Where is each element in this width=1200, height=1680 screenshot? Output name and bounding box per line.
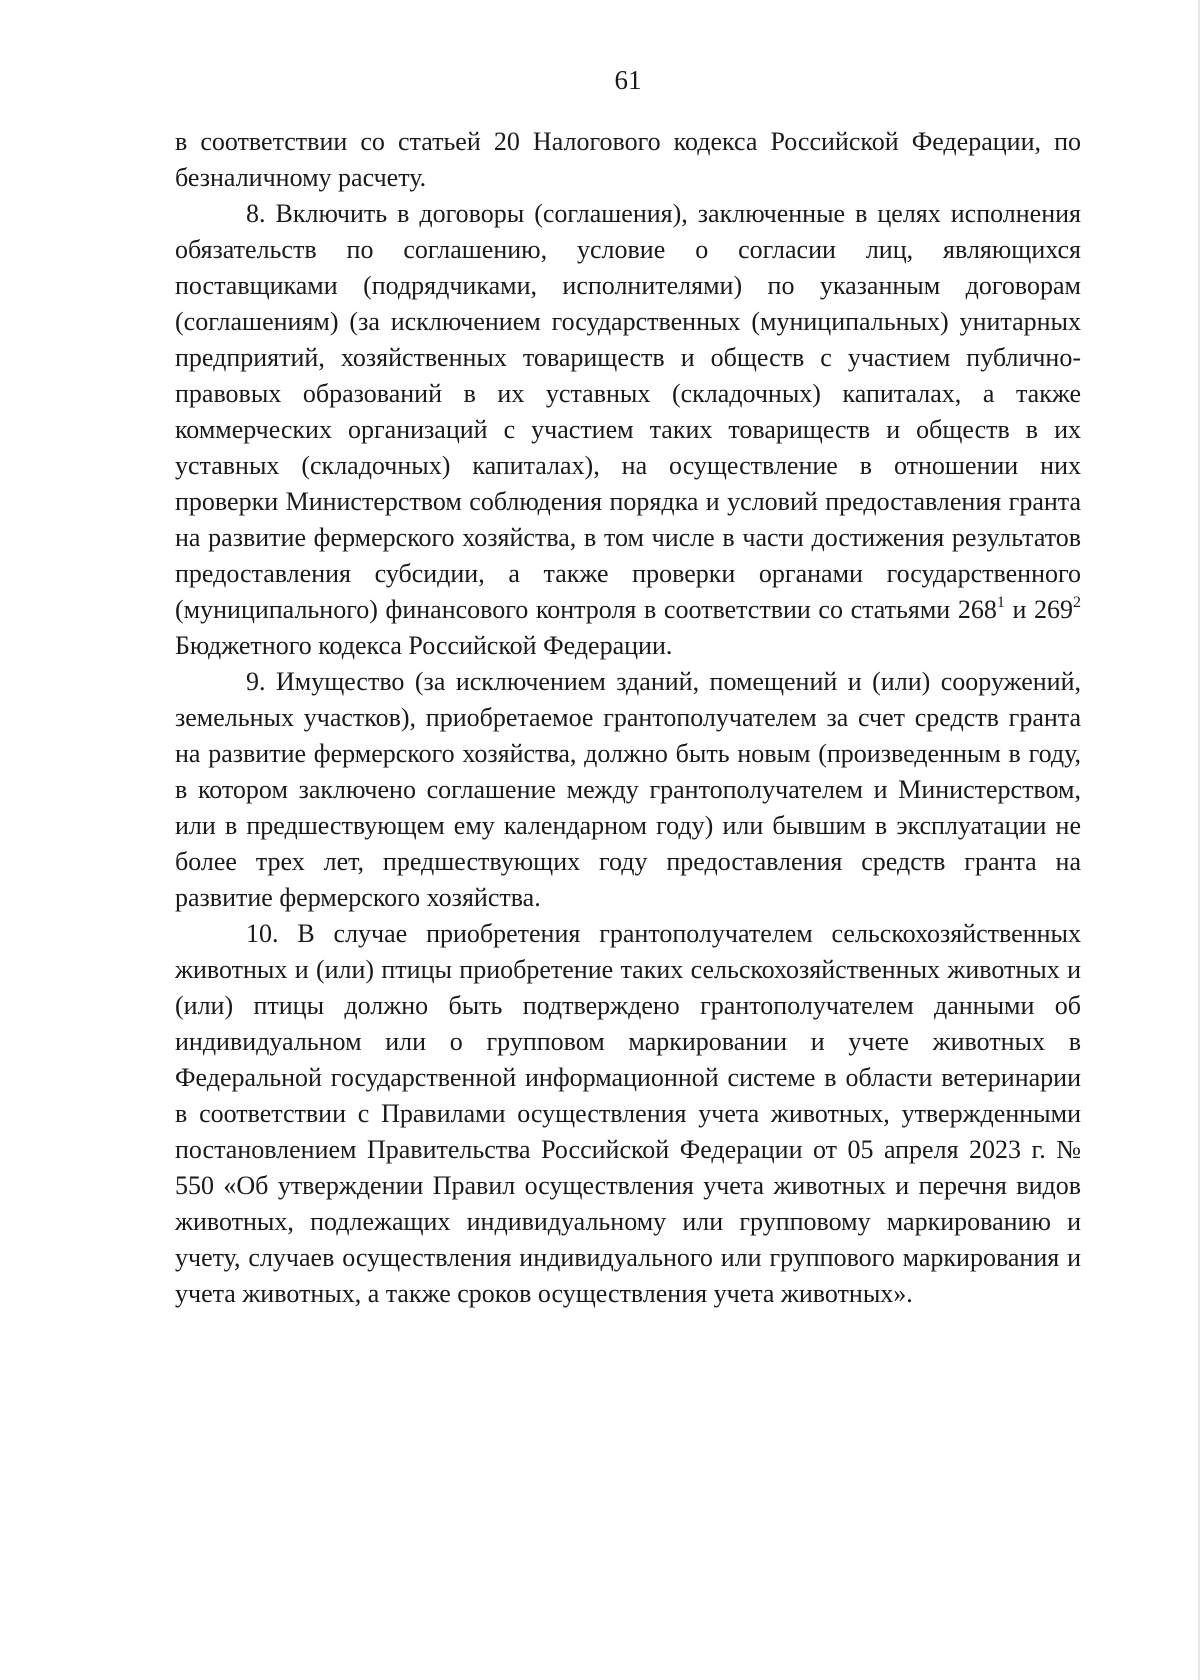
article-269-superscript: 2	[1073, 594, 1081, 611]
article-268-superscript: 1	[996, 594, 1005, 611]
paragraph-item-8-text: 8. Включить в договоры (соглашения), заключенные в целях исполнения обязательств по соглашению, условие о согласии лиц, являющихся поставщиками (подрядчиками, исполнителями) по указанным договорам (соглашениям) (за исключением государственных (муниципальных) унитарных предприятий, хозяйственных товариществ и обществ с участием публично-правовых образований в их уставных (складочных) капиталах, а также коммерческих организаций с участием таких товариществ и обществ в их уставных (складочных) капиталах), на осуществление в отношении них проверки Министерством соблюдения порядка и условий предоставления гранта на развитие фермерского хозяйства, в том числе в части достижения результатов предоставления субсидии, а также проверки органами государственного (муниципального) финансового контроля в соответствии со статьями 268	[175, 199, 1081, 624]
paragraph-item-10: 10. В случае приобретения грантополучателем сельскохозяйственных животных и (или) птицы приобретение таких сельскохозяйственных животных и (или) птицы должно быть подтверждено грантополучателем данными об индивидуальном или о групповом маркировании и учете животных в Федеральной государственной информационной системе в области ветеринарии в соответствии с Правилами осуществления учета животных, утвержденными постановлением Правительства Российской Федерации от 05 апреля 2023 г. № 550 «Об утверждении Правил осуществления учета животных и перечня видов животных, подлежащих индивидуальному или групповому маркированию и учету, случаев осуществления индивидуального или группового маркирования и учета животных, а также сроков осуществления учета животных».	[175, 919, 1081, 1308]
paragraph-item-8-end: Бюджетного кодекса Российской Федерации.	[175, 631, 673, 660]
page-number: 61	[614, 65, 642, 95]
paragraph-item-9: 9. Имущество (за исключением зданий, помещений и (или) сооружений, земельных участков), приобретаемое грантополучателем за счет средств гранта на развитие фермерского хозяйства, должно быть новым (произведенным в году, в котором заключено соглашение между грантополучателем и Министерством, или в предшествующем ему календарном году) или бывшим в эксплуатации не более трех лет, предшествующих году предоставления средств гранта на развитие фермерского хозяйства.	[175, 667, 1081, 912]
paragraph-item-8-middle: и 269	[1004, 595, 1073, 624]
paragraph-item-8	[175, 196, 1081, 664]
paragraph-continuation: в соответствии со статьей 20 Налогового кодекса Российской Федерации, по безналичному расчету.	[175, 127, 1081, 192]
document-body	[175, 124, 1081, 1312]
